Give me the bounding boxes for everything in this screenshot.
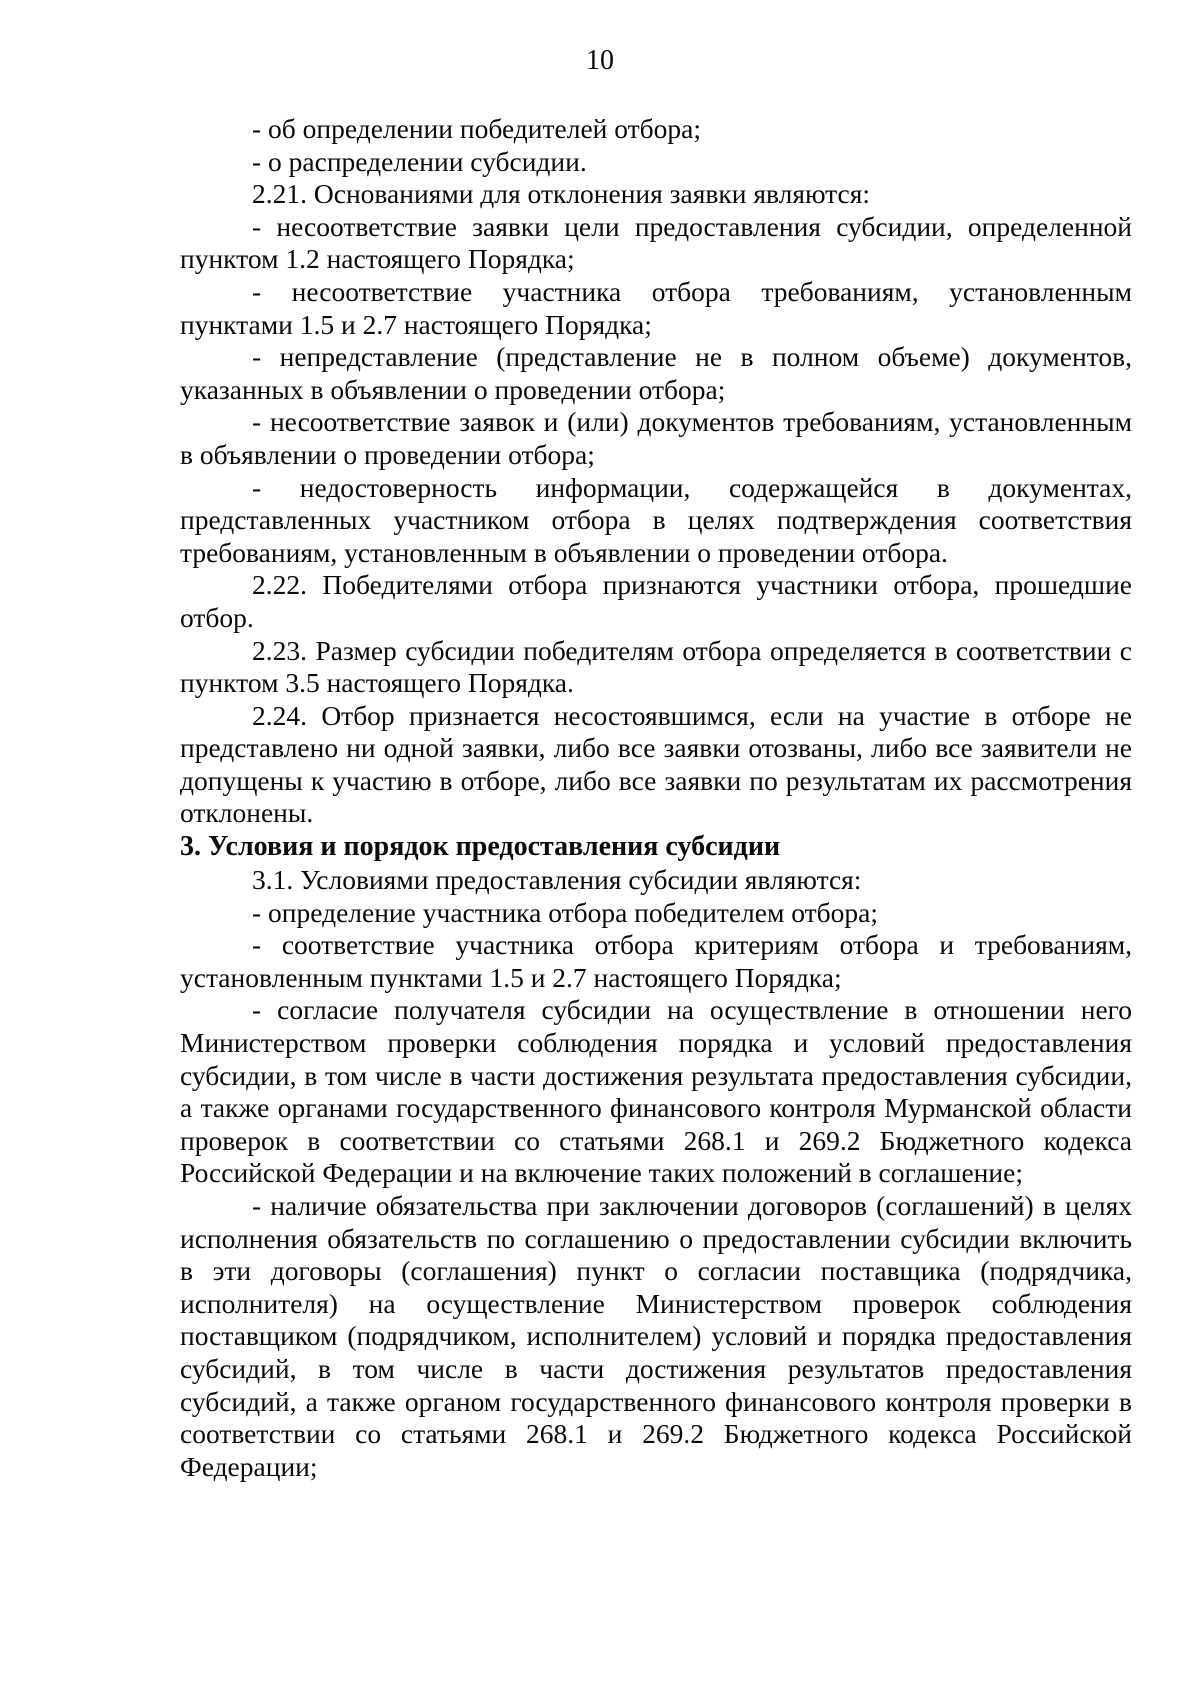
paragraph: 2.22. Победителями отбора признаются участники отбора, прошедшие отбор. bbox=[180, 569, 1132, 633]
paragraph: 3.1. Условиями предоставления субсидии являются: bbox=[252, 864, 862, 896]
paragraph: - несоответствие участника отбора требованиям, установленным пунктами 1.5 и 2.7 настоящего Порядка; bbox=[180, 275, 1132, 340]
paragraph: - соответствие участника отбора критериям отбора и требованиям, установленным пунктами 1.5 и 2.7 настоящего Порядка; bbox=[180, 929, 1132, 993]
paragraph: - о распределении субсидии. bbox=[252, 145, 587, 177]
paragraph: - об определении победителей отбора; bbox=[252, 113, 701, 144]
paragraph: - непредставление (представление не в полном объеме) документов, указанных в объявлении о проведении отбора; bbox=[180, 341, 1132, 405]
paragraph: 2.21. Основаниями для отклонения заявки являются: bbox=[252, 178, 870, 210]
paragraph: - наличие обязательства при заключении договоров (соглашений) в целях исполнения обязательств по соглашению о предоставлении субсидии включить в эти договоры (соглашения) пункт о согласии поставщика (подрядчика, исполнителя) на осуществление Министерством проверок соблюдения поставщиком (подрядчиком, исполнителем) условий и порядка предоставления субсидий, в том числе в части достижения результатов предоставления субсидий, а также органом государственного финансового контроля проверки в соответствии со статьями 268.1 и 269.2 Бюджетного кодекса Российской Федерации; bbox=[180, 1190, 1132, 1482]
document-body bbox=[180, 113, 1132, 1483]
paragraph: - определение участника отбора победителем отбора; bbox=[252, 896, 879, 928]
paragraph: - недостоверность информации, содержащейся в документах, представленных участником отбора в целях подтверждения соответствия требованиям, установленным в объявлении о проведении отбора. bbox=[180, 471, 1132, 568]
page-number: 10 bbox=[586, 45, 614, 76]
paragraph: 2.23. Размер субсидии победителям отбора определяется в соответствии с пунктом 3.5 настоящего Порядка. bbox=[180, 634, 1132, 699]
paragraph: - несоответствие заявок и (или) документов требованиям, установленным в объявлении о проведении отбора; bbox=[180, 406, 1132, 470]
paragraph: - несоответствие заявки цели предоставления субсидии, определенной пунктом 1.2 настоящего Порядка; bbox=[180, 210, 1132, 275]
section-heading: 3. Условия и порядок предоставления субсидии bbox=[180, 831, 781, 863]
paragraph: 2.24. Отбор признается несостоявшимся, если на участие в отборе не представлено ни одной заявки, либо все заявки отозваны, либо все заявители не допущены к участию в отборе, либо все заявки по результатам их рассмотрения отклонены. bbox=[180, 699, 1132, 829]
paragraph: - согласие получателя субсидии на осуществление в отношении него Министерством проверки соблюдения порядка и условий предоставления субсидии, в том числе в части достижения результата предоставления субсидии, а также органами государственного финансового контроля Мурманской области проверок в соответствии со статьями 268.1 и 269.2 Бюджетного кодекса Российской Федерации и на включение таких положений в соглашение; bbox=[180, 994, 1132, 1189]
